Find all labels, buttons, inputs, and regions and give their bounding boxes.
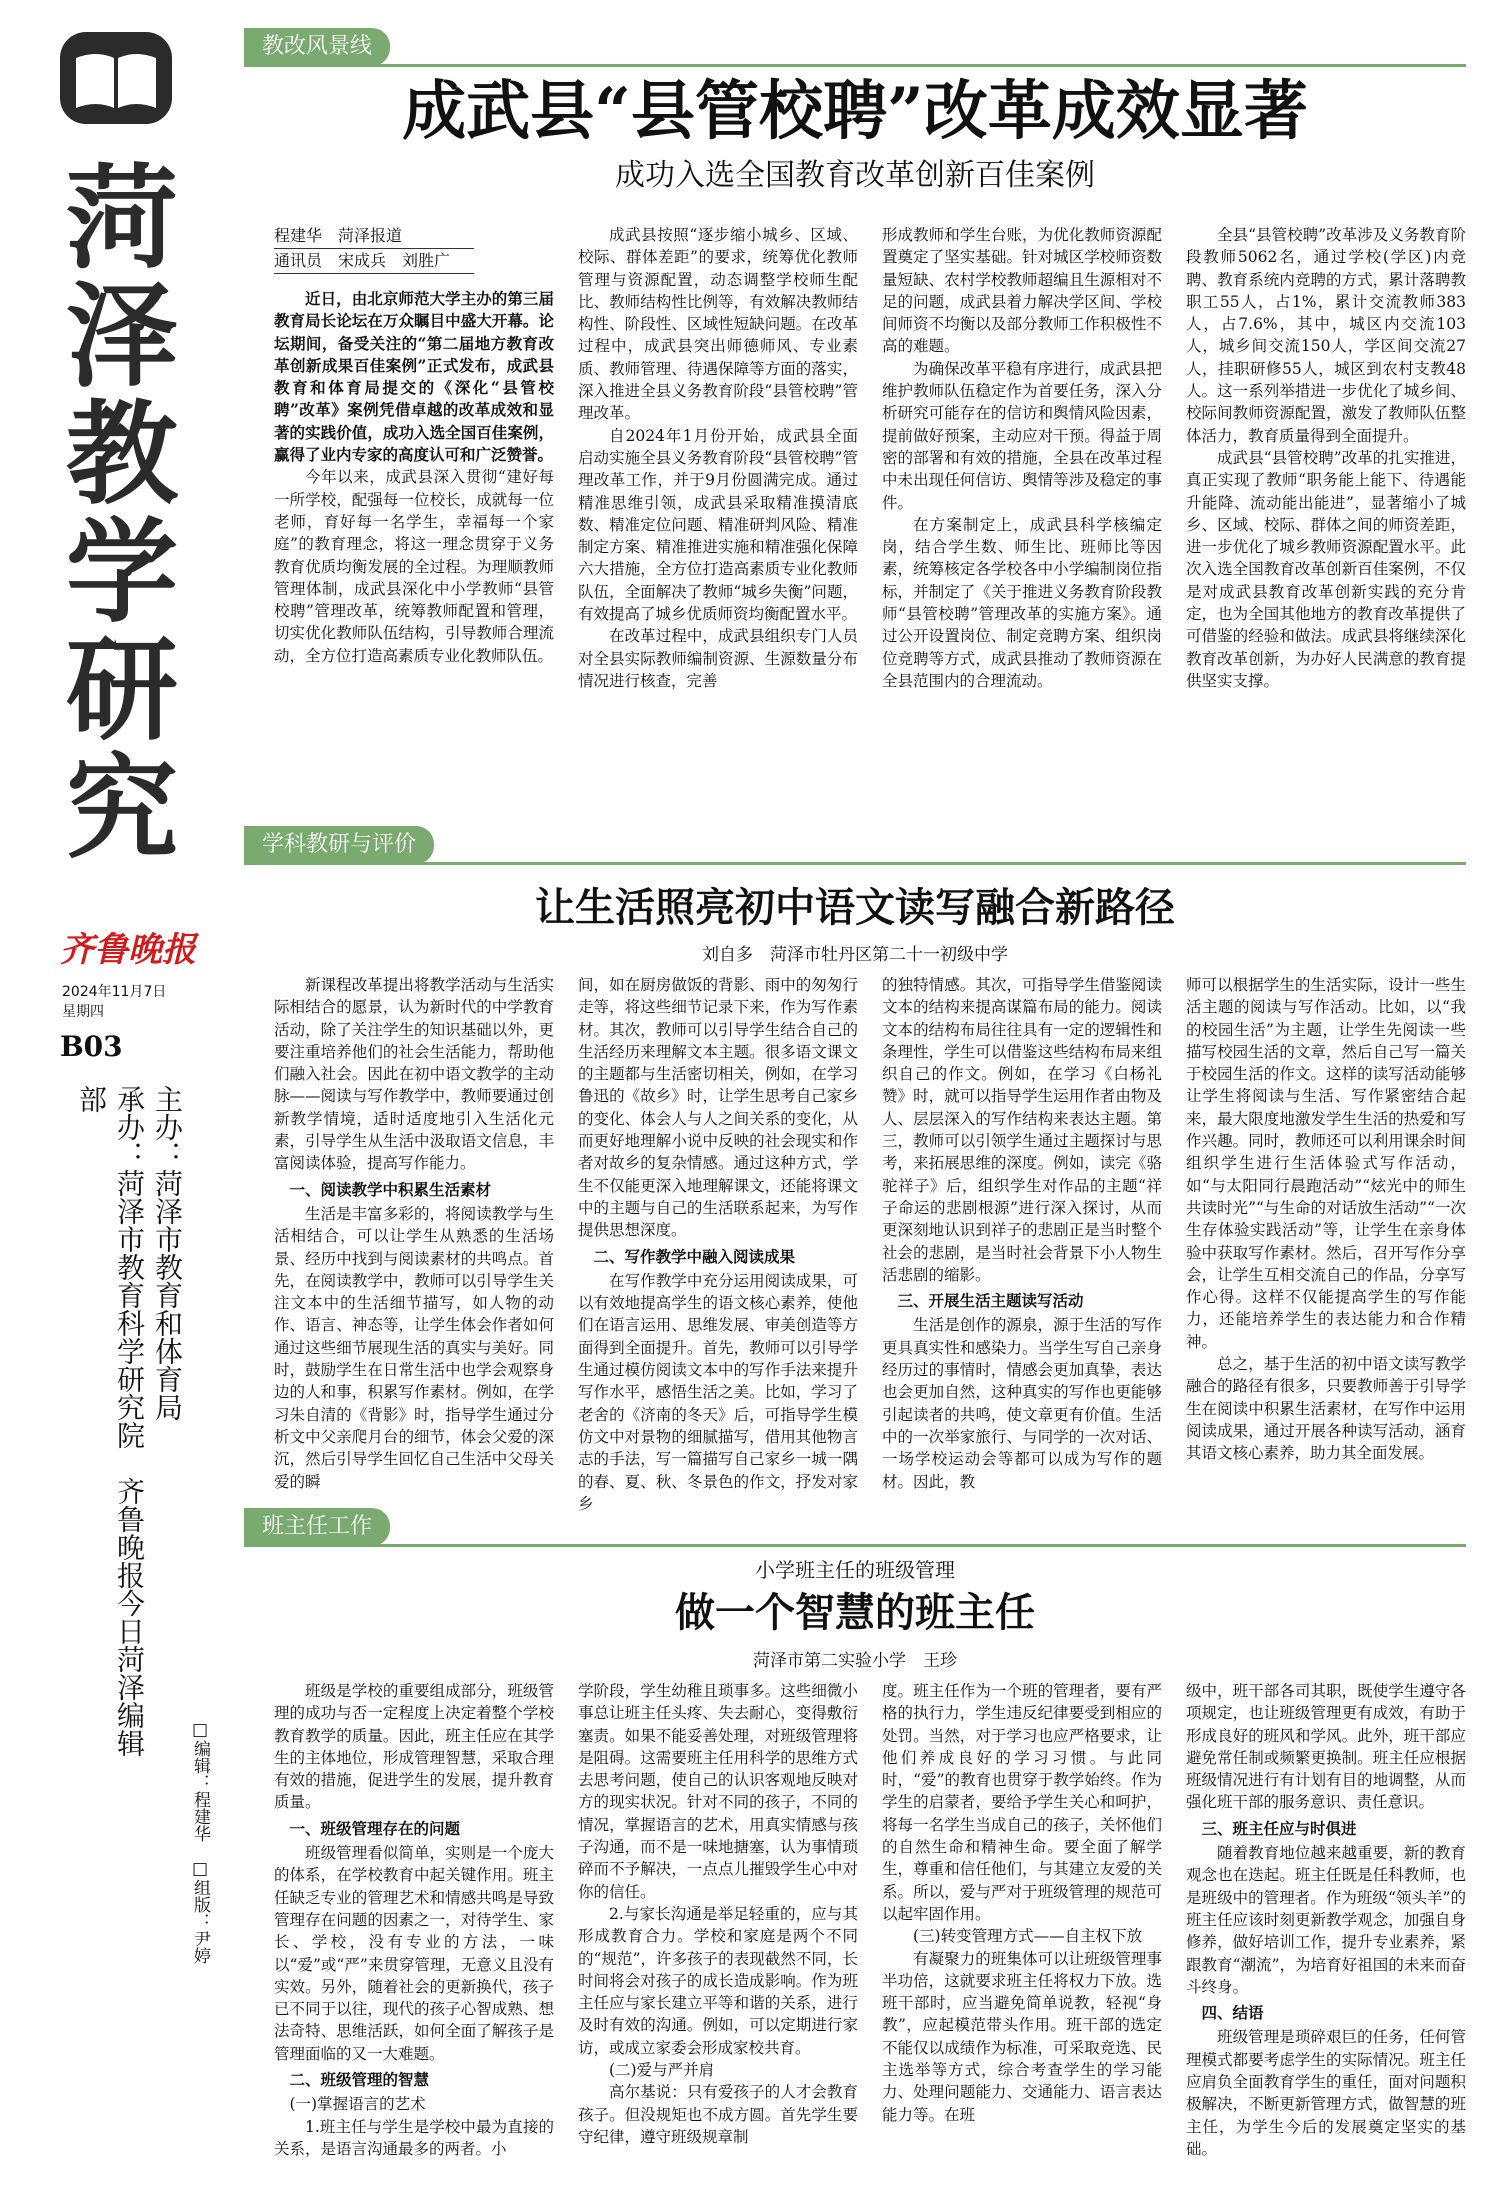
column (1186, 1680, 1466, 2168)
paragraph: 今年以来，成武县深入贯彻“建好每一所学校，配强每一位校长，成就每一位老师，育好每一名学生，幸福每一个家庭”的教育理念，将这一理念贯穿于义务教育优质均衡发展的全过程。为理顺教师管理体制，成武县深化中小学教师“县管校聘”管理改革，统筹教师配置和管理，切实优化教师队伍结构，引导教师合理流动，全方位打造高素质专业化教师队伍。 (274, 468, 554, 665)
paragraph: 生活是创作的源泉，源于生活的写作更具真实性和感染力。当学生写自己亲身经历过的事情时，情感会更加真挚，表达也会更加自然，这种真实的写作也更能够引起读者的共鸣，使文章更有价值。生活中的一次举家旅行、与同学的一次对话、一场学校运动会等都可以成为写作的题材。因此，教 (882, 1316, 1162, 1491)
subheading: 一、班级管理存在的问题 (289, 1818, 461, 1838)
page-number: B03 (60, 1030, 123, 1063)
masthead-char: 菏 (66, 154, 178, 284)
column (578, 1680, 858, 2168)
paragraph: (三)转变管理方式——自主权下放 (913, 1927, 1143, 1946)
subheading: 三、开展生活主题读写活动 (897, 1291, 1084, 1311)
masthead-char: 泽 (66, 272, 178, 402)
host-line: 主办：菏泽市教育和体育局 (151, 1085, 184, 1421)
subheading: 二、班级管理的智慧 (289, 2070, 430, 2090)
article-title: 让生活照亮初中语文读写融合新路径 (535, 884, 1175, 931)
section-rule (244, 862, 1466, 865)
paragraph: 生活是丰富多彩的，将阅读教学与生活相结合，可以让学生从熟悉的生活场景、经历中找到与阅读素材的共鸣点。首先，在阅读教学中，教师可以引导学生关注文本中的生活细节描写，如人物的动作、语言、神态等，让学生体会作者如何通过这些细节展现生活的真实与美好。同时，鼓励学生在日常生活中也学会观察身边的人和事，积累写作素材。例如，在学习朱自清的《背影》时，指导学生通过分析文中父亲爬月台的细节，体会父爱的深沉，然后引导学生回忆自己生活中父母关爱的瞬 (274, 1204, 554, 1491)
masthead-char: 教 (66, 390, 178, 520)
article-title: 成武县“县管校聘”改革成效显著 (402, 74, 1308, 149)
section-subject-research (244, 826, 1466, 1516)
book-icon (56, 28, 176, 128)
byline-reporter: 程建华 菏泽报道 (274, 224, 474, 249)
organizer-line: 承办：菏泽市教育科学研究院 齐鲁晚报今日菏泽编辑部 (75, 1085, 146, 1757)
column (882, 974, 1162, 1515)
paper-logo: 齐鲁晚报 (60, 930, 196, 970)
paragraph: 新课程改革提出将教学活动与生活实际相结合的愿景，认为新时代的中学教育活动，除了关注学生的知识基础以外，更要注重培养他们的社会生活能力，帮助他们融入社会。因此在初中语文教学的主动脉——阅读与写作教学中，教师要通过创新教学情境，适时适度地引入生活化元素，引导学生从生活中汲取语文信息，丰富阅读体验，提高写作能力。 (274, 976, 554, 1173)
paragraph: 的独特情感。其次，可指导学生借鉴阅读文本的结构来提高谋篇布局的能力。阅读文本的结构布局往往具有一定的逻辑性和条理性，学生可以借鉴这些结构布局来组织自己的作文。例如，在学习《白杨礼赞》时，就可以指导学生运用作者由物及人、层层深入的写作结构来表达主题。第三，教师可以引领学生通过主题探讨与思考，来拓展思维的深度。例如，读完《骆驼祥子》后，组织学生对作品的主题“祥子命运的悲剧根源”进行深入探讨，从而更深刻地认识到祥子的悲剧正是当时整个社会的悲剧，是当时社会背景下小人物生活悲剧的缩影。 (882, 976, 1162, 1284)
masthead-char: 究 (66, 744, 178, 874)
column (1186, 974, 1466, 1515)
paragraph: 自2024年1月份开始，成武县全面启动实施全县义务教育阶段“县管校聘”管理改革工作，并于9月份圆满完成。通过精准思维引领，成武县采取精准摸清底数、精准定位问题、精准研判风险、精准制定方案、精准推进实施和精准强化保障六大措施，全方位打造高素质专业化教师队伍，全面解决了教师“城乡失衡”问题，有效提高了城乡优质师资均衡配置水平。 (578, 426, 858, 624)
column (882, 224, 1162, 824)
paragraph: 级中，班干部各司其职，既使学生遵守各项规定，也让班级管理更有成效，有助于形成良好的班风和学风。此外，班干部应避免常任制或频繁更换制。班主任应根据班级情况进行有计划有目的地调整，从而强化班干部的服务意识、责任意识。 (1186, 1682, 1466, 1812)
paragraph: 2.与家长沟通是举足轻重的，应与其形成教育合力。学校和家庭是两个不同的“规范”，许多孩子的表现截然不同，长时间将会对孩子的成长造成影响。作为班主任应与家长建立平等和谐的关系，进行及时有效的沟通。例如，可以定期进行家访，或成立家委会形成家校共育。 (578, 1904, 858, 2057)
lead-paragraph: 近日，由北京师范大学主办的第三届教育局长论坛在万众瞩目中盛大开幕。论坛期间，备受关注的“第二届地方教育改革创新成果百佳案例”正式发布，成武县教育和体育局提交的《深化“县管校聘”改革》案例凭借卓越的改革成效和显著的实践价值，成功入选全国百佳案例，赢得了业内专家的高度认可和广泛赞誉。 (274, 289, 554, 465)
masthead-char: 学 (66, 508, 178, 638)
column (1186, 224, 1466, 824)
paragraph: (二)爱与严并肩 (609, 2061, 715, 2080)
paragraph: (一)掌握语言的艺术 (289, 2095, 426, 2114)
article-body (274, 224, 1466, 824)
paragraph: 为确保改革平稳有序进行，成武县把维护教师队伍稳定作为首要任务，深入分析研究可能存在的信访和舆情风险因素，提前做好预案，主动应对干预。得益于周密的部署和有效的措施，全县在改革过程中未出现任何信访、舆情等涉及稳定的事件。 (882, 359, 1162, 512)
subheading: 一、阅读教学中积累生活素材 (289, 1179, 492, 1199)
paragraph: 间，如在厨房做饭的背影、雨中的匆匆行走等，将这些细节记录下来，作为写作素材。其次，教师可以引导学生结合自己的生活经历来理解文本主题。很多语文课文的主题都与生活密切相关，例如，在学习鲁迅的《故乡》时，让学生思考自己家乡的变化、体会人与人之间关系的变化，从而更好地理解小说中反映的社会现实和作者对故乡的复杂情感。通过这种方式，学生不仅能更深入地理解课文，还能将课文中的主题与自己的生活联系起来，为写作提供思想深度。 (578, 976, 858, 1240)
section-head-teacher (244, 1508, 1466, 2170)
paragraph: 学阶段，学生幼稚且琐事多。这些细微小事总让班主任头疼、失去耐心，变得敷衍塞责。如果不能妥善处理，对班级管理将是阻碍。这需要班主任用科学的思维方式去思考问题，使自己的认识客观地反映对方的现实状况。针对不同的孩子，不同的情况，掌握语言的艺术，用真实情感与孩子沟通，而不是一味地搪塞，认为事情琐碎而不予解决，一点点儿摧毁学生心中对你的信任。 (578, 1682, 858, 1901)
byline-correspondent: 通讯员 宋成兵 刘胜广 (274, 249, 474, 274)
subheading: 三、班主任应与时俱进 (1201, 1818, 1357, 1838)
paragraph: 形成教师和学生台账，为优化教师资源配置奠定了坚实基础。针对城区学校师资数量短缺、农村学校教师超编且生源相对不足的问题，成武县着力解决学区间、学校间师资不均衡以及部分教师工作积极性不高的难题。 (882, 226, 1162, 356)
column (882, 1680, 1162, 2168)
paragraph: 班级管理是琐碎艰巨的任务，任何管理模式都要考虑学生的实际情况。班主任应肩负全面教育学生的重任，面对问题积极解决，不断更新管理方式，做智慧的班主任，为学生今后的发展奠定坚实的基础。 (1186, 2028, 1466, 2158)
byline (274, 224, 554, 274)
article-kicker: 小学班主任的班级管理 (755, 1558, 955, 1582)
paragraph: 在写作教学中充分运用阅读成果，可以有效地提高学生的语文核心素养，使他们在语言运用、思维发展、审美创造等方面得到全面提升。首先，教师可以引导学生通过模仿阅读文本中的写作手法来提升写作水平，感悟生活之美。比如，学习了老舍的《济南的冬天》后，可指导学生模仿文中对景物的细腻描写，借用其他物言志的手法，写一篇描写自己家乡一城一隅的春、夏、秋、冬景色的作文，抒发对家乡 (578, 1271, 858, 1513)
masthead-char: 研 (66, 626, 178, 756)
paragraph: 在方案制定上，成武县科学核编定岗，结合学生数、师生比、班师比等因素，统筹核定各学校各中小学编制岗位指标，并制定了《关于推进义务教育阶段教师“县管校聘”管理改革的实施方案》。通过公开设置岗位、制定竞聘方案、组织岗位竞聘等方式，成武县推动了教师资源在全县范围内的合理流动。 (882, 515, 1162, 690)
paragraph: 师可以根据学生的生活实际，设计一些生活主题的阅读与写作活动。比如，以“我的校园生活”为主题，让学生先阅读一些描写校园生活的文章，然后自己写一篇关于校园生活的作文。这样的读写活动能够让学生将阅读与生活、写作紧密结合起来，最大限度地激发学生生活的热爱和写作兴趣。同时，教师还可以利用课余时间组织学生进行生活体验式写作活动，如“与太阳同行晨跑活动”“炫光中的师生共读时光”“与生命的对话放生活动”“一次生存体验实践活动”等，让学生在亲身体验中获取写作素材。然后，召开写作分享会，让学生互相交流自己的作品，分享写作心得。这样不仅能提高学生的写作能力，还能培养学生的表达能力和合作精神。 (1186, 976, 1466, 1351)
column (578, 974, 858, 1515)
section-rule (244, 64, 1466, 67)
paragraph: 度。班主任作为一个班的管理者，要有严格的执行力，学生违反纪律要受到相应的处罚。当然，对于学习也应严格要求，让他们养成良好的学习习惯。与此同时，“爱”的教育也贯穿于教学始终。作为学生的启蒙者，要给予学生关心和呵护，将每一名学生当成自己的孩子，关怀他们的自然生命和精神生命。要全面了解学生，尊重和信任他们，与其建立友爱的关系。所以，爱与严对于班级管理的规范可以起牢固作用。 (882, 1682, 1162, 1923)
paragraph: 班级是学校的重要组成部分，班级管理的成功与否一定程度上决定着整个学校教育教学的质量。因此，班主任应在其学生的主体地位，形成管理智慧，采取合理有效的措施，促进学生的发展，提升教育质量。 (274, 1682, 554, 1812)
sponsor-info (72, 1085, 186, 1775)
article-title: 做一个智慧的班主任 (675, 1589, 1035, 1636)
paragraph: 1.班主任与学生是学校中最为直接的关系，是语言沟通最多的两者。小 (274, 2117, 554, 2158)
section-education-reform (244, 28, 1466, 818)
masthead (62, 154, 182, 874)
editor-credits: □编辑：程建华 □组版：尹婷 (190, 1720, 210, 1964)
section-tag: 教改风景线 (244, 28, 390, 66)
weekday-text: 星期四 (62, 1004, 104, 1020)
section-rule (244, 1544, 1466, 1547)
article-body (274, 974, 1466, 1514)
column (578, 224, 858, 824)
paragraph: 总之，基于生活的初中语文读写教学融合的路径有很多，只要教师善于引导学生在阅读中积累生活素材，在写作中运用阅读成果，通过开展各种读写活动，涵育其语文核心素养，助力其全面发展。 (1186, 1355, 1466, 1463)
section-tag: 班主任工作 (244, 1508, 390, 1546)
article-subtitle: 成功入选全国教育改革创新百佳案例 (615, 158, 1095, 193)
column (274, 1680, 554, 2168)
article-body (274, 1680, 1466, 2168)
paragraph: 有凝聚力的班集体可以让班级管理事半功倍，这就要求班主任将权力下放。选班干部时，应当避免简单说教，轻视“身教”，应起模范带头作用。班干部的选定不能仅以成绩作为标准，可采取竞选、民主选举等方式，综合考查学生的学习能力、处理问题能力、交通能力、语言表达能力等。在班 (882, 1949, 1162, 2124)
sidebar (28, 20, 218, 2170)
column (274, 974, 554, 1515)
date-text: 2024年11月7日 (62, 984, 167, 1000)
article-author: 刘自多 菏泽市牡丹区第二十一初级中学 (702, 945, 1008, 965)
subheading: 二、写作教学中融入阅读成果 (593, 1246, 796, 1266)
article-author: 菏泽市第二实验小学 王珍 (753, 1651, 957, 1671)
column (274, 224, 554, 824)
paragraph: 随着教育地位越来越重要，新的教育观念也在迭起。班主任既是任科教师，也是班级中的管理者。作为班级“领头羊”的班主任应该时刻更新教学观念，加强自身修养，做好培训工作，提升专业素养，紧跟教育“潮流”，为培育好祖国的未来而奋斗终身。 (1186, 1844, 1466, 1996)
section-tag: 学科教研与评价 (244, 826, 434, 864)
paragraph: 班级管理看似简单，实则是一个庞大的体系，在学校教育中起关键作用。班主任缺乏专业的管理艺术和情感共鸣是导致管理存在问题的因素之一，对待学生、家长、学校，没有专业的方法，一味以“爱”或“严”来贯穿管理，无意义且没有实效。另外，随着社会的更新换代，孩子已不同于以往，现代的孩子心智成熟、想法奇特、思维活跃，如何全面了解孩子是管理面临的又一大难题。 (274, 1844, 554, 2063)
paragraph: 全县“县管校聘”改革涉及义务教育阶段教师5062名，通过学校(学区)内竞聘、教育系统内竞聘的方式，累计落聘教职工55人，占1%，累计交流教师383人，占7.6%，其中，城区内交流103人，城乡间交流150人，学区间交流27人，挂职研修55人，城区到农村支教48人。这一系列举措进一步优化了城乡间、校际间教师资源配置，激发了教师队伍整体活力，教育质量得到全面提升。 (1186, 226, 1466, 445)
paragraph: 成武县按照“逐步缩小城乡、区域、校际、群体差距”的要求，统筹优化教师管理与资源配置，动态调整学校师生配比、教师结构性比例等，有效解决教师结构性、阶段性、区域性短缺问题。在改革过程中，成武县突出师德师风、专业素质、教师管理、待遇保障等方面的落实，深入推进全县义务教育阶段“县管校聘”管理改革。 (578, 226, 858, 423)
subheading: 四、结语 (1201, 2003, 1264, 2023)
paragraph: 成武县“县管校聘”改革的扎实推进，真正实现了教师“职务能上能下、待遇能升能降、流动能出能进”，显著缩小了城乡、区域、校际、群体之间的师资差距，进一步优化了城乡教师资源配置水平。此次入选全国教育改革创新百佳案例，不仅是对成武县教育改革创新实践的充分肯定，也为全国其他地方的教育改革提供了可借鉴的经验和做法。成武县将继续深化教育改革创新，为办好人民满意的教育提供坚实支撑。 (1186, 448, 1466, 690)
issue-date (62, 982, 166, 1022)
paragraph: 在改革过程中，成武县组织专门人员对全县实际教师编制资源、生源数量分布情况进行核查，完善 (578, 627, 858, 690)
paragraph: 高尔基说：只有爱孩子的人才会教育孩子。但没规矩也不成方圆。首先学生要守纪律，遵守班级规章制 (578, 2083, 858, 2146)
